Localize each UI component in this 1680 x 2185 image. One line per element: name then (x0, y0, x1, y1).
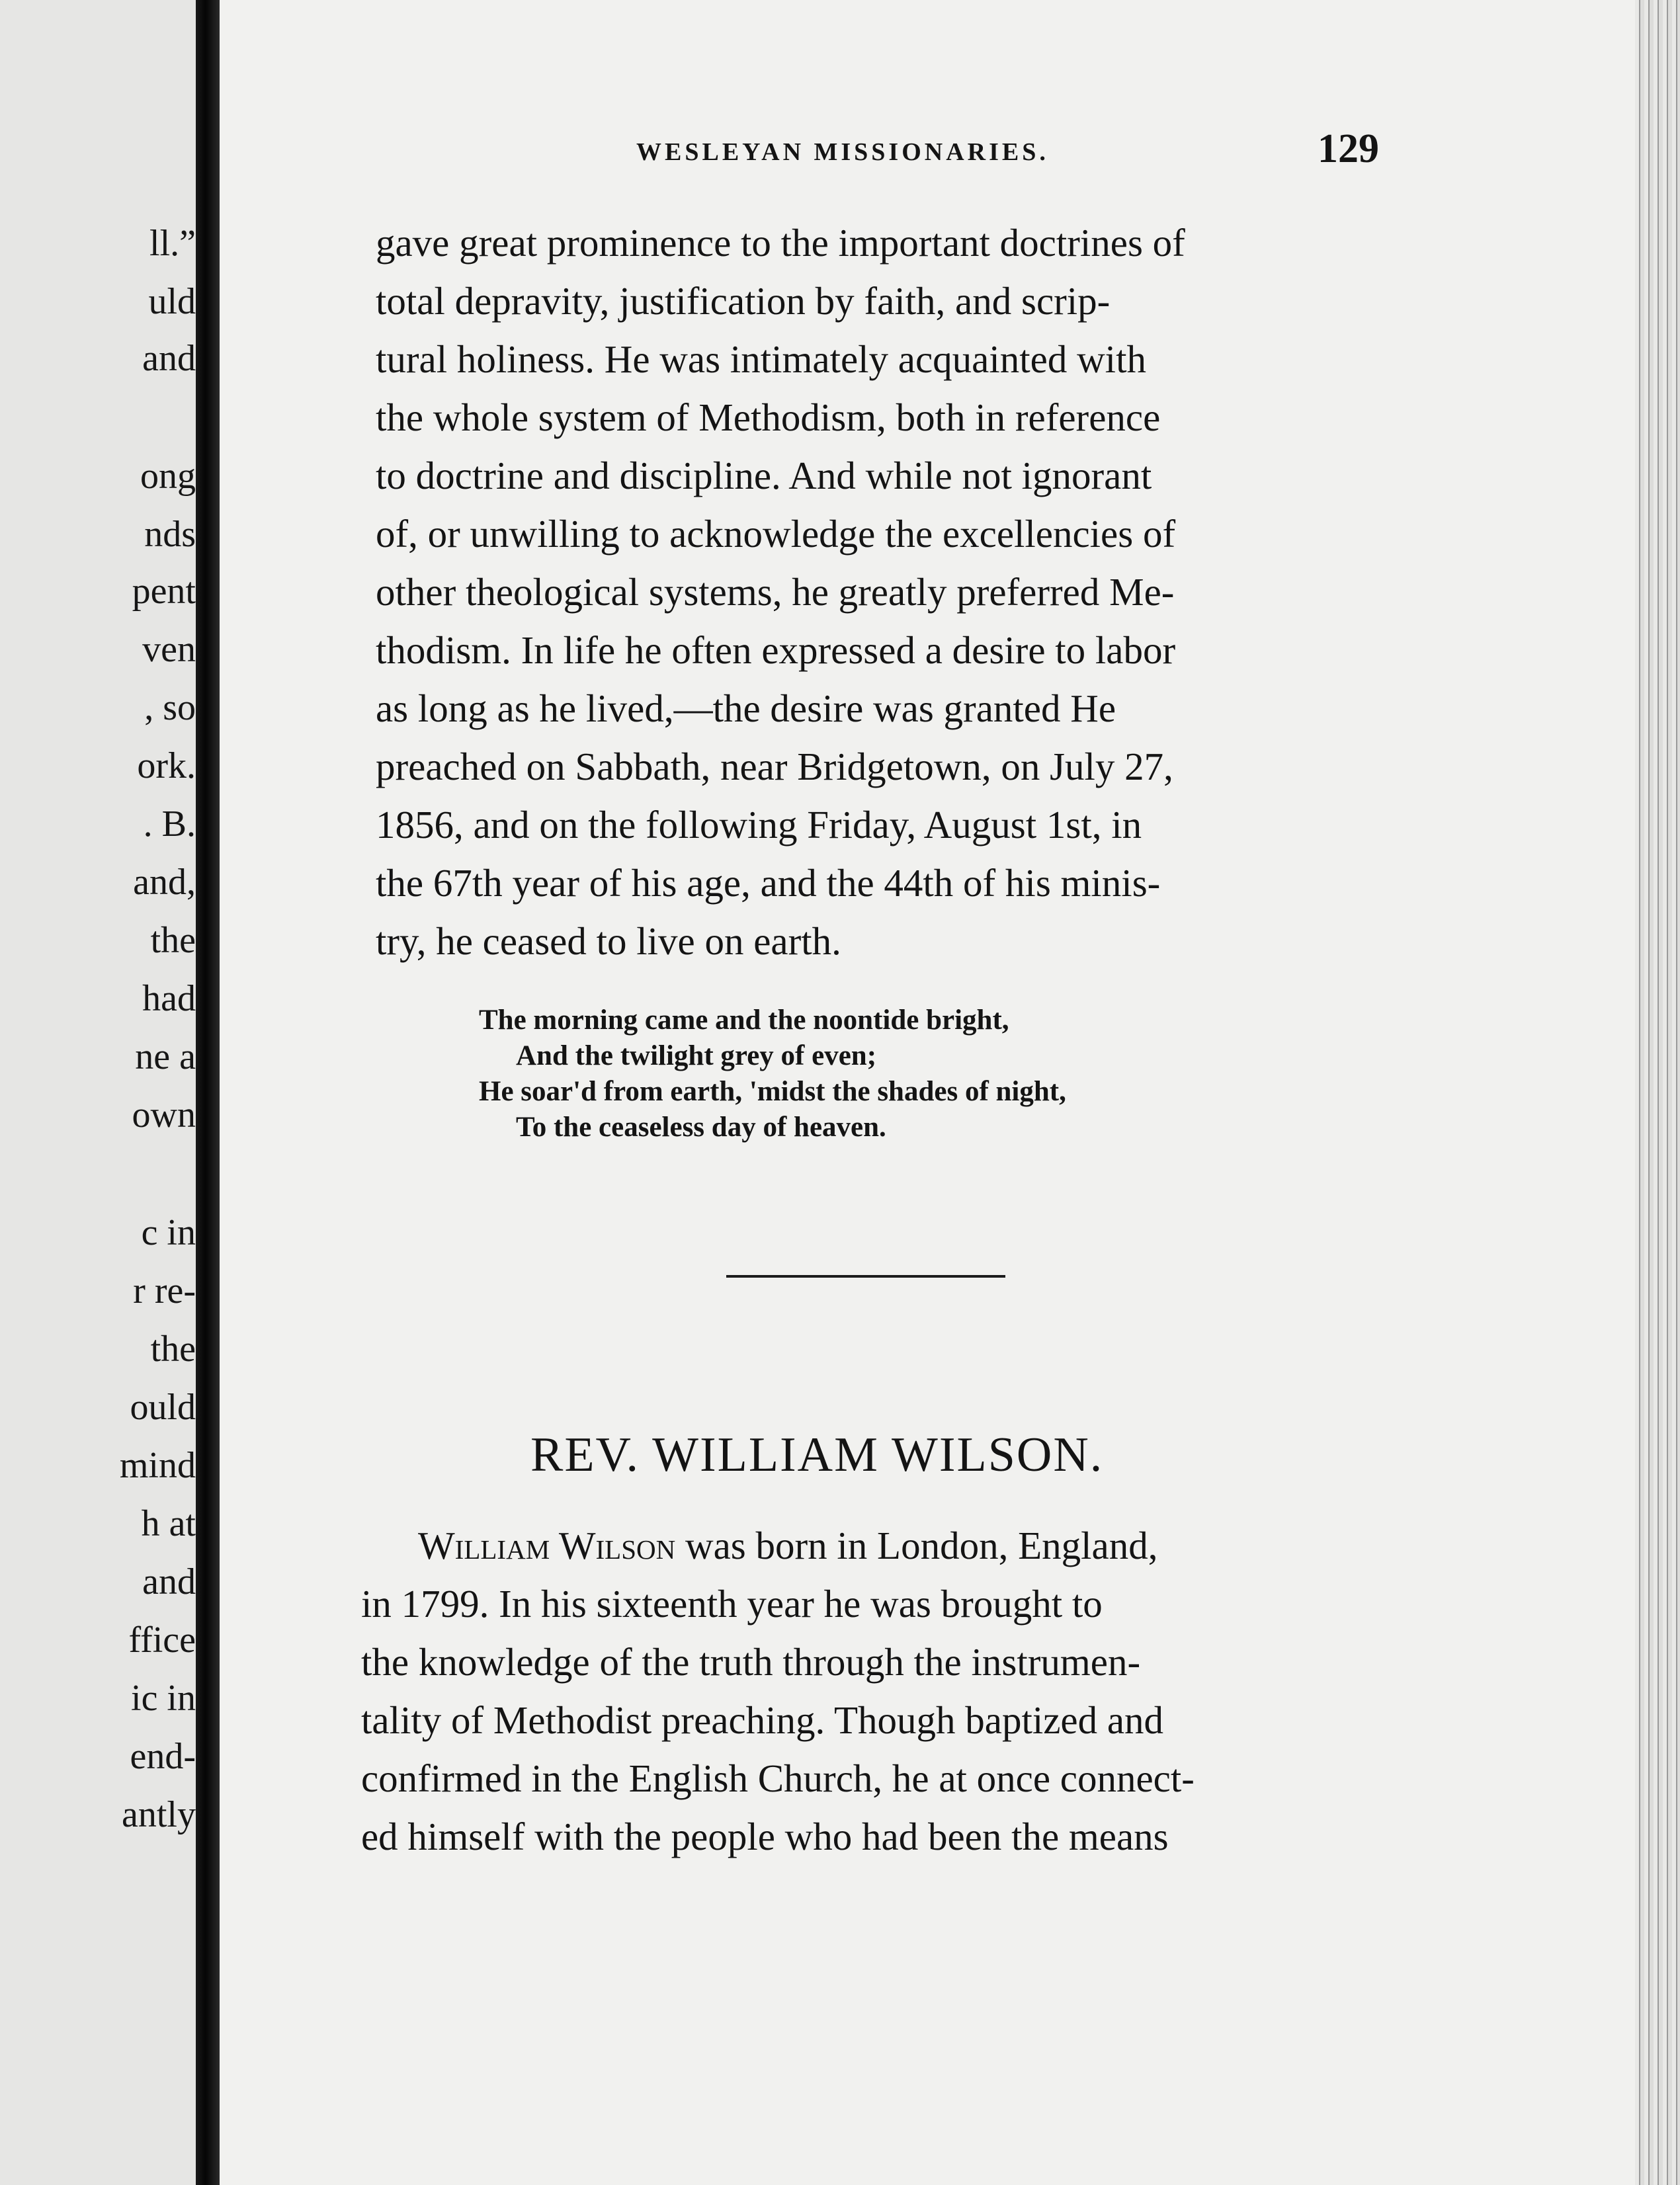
left-fragment: ic in (131, 1678, 196, 1719)
page-stack-edge (1635, 0, 1680, 2185)
text-line: tality of Methodist preaching. Though baptized and (361, 1698, 1164, 1742)
text-line: preached on Sabbath, near Bridgetown, on July 27, (376, 745, 1173, 788)
poem-line: The morning came and the noontide bright, (479, 1005, 1009, 1036)
left-fragment: and (142, 1561, 196, 1602)
left-fragment: and, (133, 862, 196, 903)
text-line: tural holiness. He was intimately acquainted with (376, 337, 1146, 381)
section-heading: REV. WILLIAM WILSON. (530, 1428, 1104, 1482)
left-fragment: ould (130, 1387, 196, 1428)
text-line: thodism. In life he often expressed a desire to labor (376, 628, 1176, 672)
text-line: the 67th year of his age, and the 44th of his minis- (376, 861, 1161, 905)
book-gutter (196, 0, 220, 2185)
left-fragment: own (132, 1094, 196, 1135)
text-line: 1856, and on the following Friday, August 1st, in (376, 803, 1142, 846)
text-line: in 1799. In his sixteenth year he was brought to (361, 1582, 1103, 1626)
left-fragment: h at (141, 1503, 196, 1544)
left-fragment: ffice (128, 1620, 196, 1661)
name-small-caps: William Wilson (418, 1524, 676, 1567)
text-line: other theological systems, he greatly preferred Me- (376, 570, 1175, 614)
page-number: 129 (1318, 126, 1379, 171)
book-page (220, 0, 1635, 2185)
left-fragment: end- (130, 1736, 196, 1777)
text-line: the knowledge of the truth through the instrumen- (361, 1640, 1141, 1684)
text-line: the whole system of Methodism, both in reference (376, 395, 1161, 439)
running-head: WESLEYAN MISSIONARIES. (636, 138, 1049, 166)
left-fragment: , so (144, 687, 196, 728)
section-first-line (418, 1526, 1157, 1565)
left-fragment: ne a (135, 1036, 196, 1077)
text-line: as long as he lived,—the desire was granted He (376, 686, 1116, 730)
left-fragment: c in (141, 1212, 196, 1253)
left-fragment: the (150, 920, 196, 961)
left-fragment: ven (142, 629, 196, 670)
page-header (220, 126, 1635, 179)
left-fragment: ork. (137, 745, 196, 786)
poem-line: He soar'd from earth, 'midst the shades of night, (479, 1076, 1066, 1107)
section-divider (726, 1275, 1005, 1278)
text-line: try, he ceased to live on earth. (376, 919, 841, 963)
left-fragment: had (142, 978, 196, 1019)
left-fragment: and (142, 338, 196, 379)
text-line: ed himself with the people who had been the means (361, 1815, 1169, 1858)
left-fragment: ong (140, 456, 196, 497)
left-fragment: ll.” (149, 223, 196, 264)
text-line: confirmed in the English Church, he at once connect- (361, 1756, 1195, 1800)
left-fragment: pent (132, 571, 196, 612)
text-line: to doctrine and discipline. And while not ignorant (376, 454, 1152, 497)
left-fragment: the (150, 1329, 196, 1370)
poem-line: And the twilight grey of even; (516, 1040, 877, 1071)
left-fragment: uld (148, 281, 196, 322)
left-fragment: antly (122, 1794, 196, 1835)
text-line: was born in London, England, (675, 1524, 1158, 1567)
text-line: of, or unwilling to acknowledge the excellencies of (376, 512, 1176, 556)
left-fragment: . B. (143, 804, 196, 845)
left-fragment: nds (144, 514, 196, 555)
left-fragment: r re- (133, 1270, 196, 1311)
text-line: gave great prominence to the important doctrines of (376, 221, 1185, 265)
text-line: total depravity, justification by faith, and scrip- (376, 279, 1111, 323)
left-fragment: mind (119, 1445, 196, 1486)
poem-line: To the ceaseless day of heaven. (516, 1112, 886, 1143)
previous-page-edge (0, 0, 196, 2185)
